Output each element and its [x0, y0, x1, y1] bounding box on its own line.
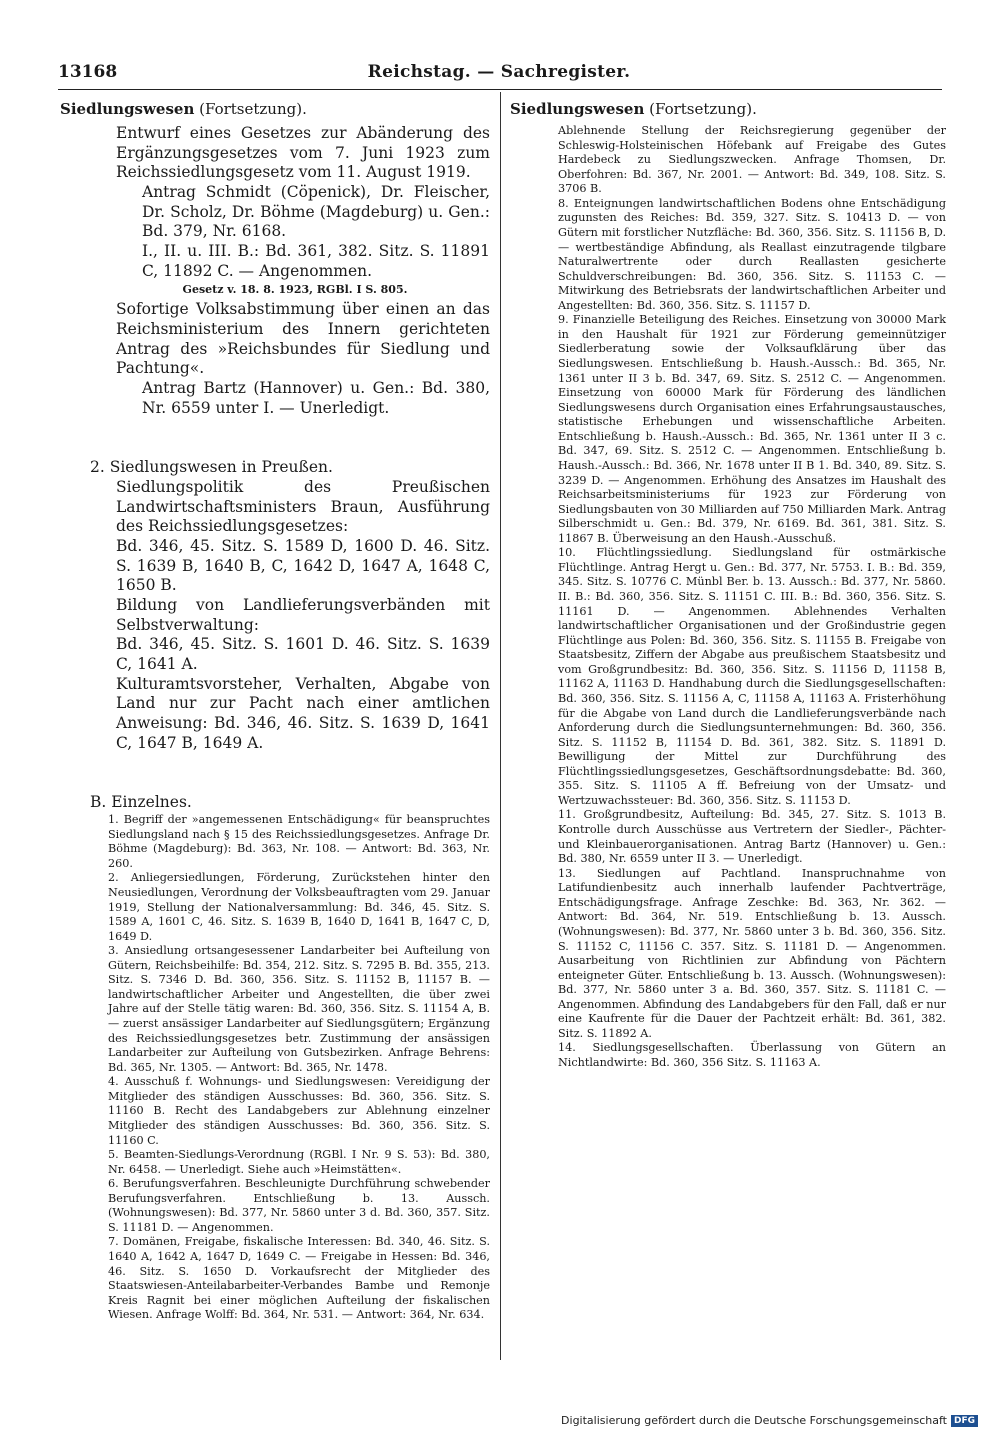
- header-rule: [58, 89, 942, 90]
- dfg-logo: DFG: [951, 1415, 978, 1427]
- left-column: [60, 100, 490, 1323]
- law-reference: Gesetz v. 18. 8. 1923, RGBl. I S. 805.: [182, 283, 408, 297]
- index-entry: 5. Beamten-Siedlungs-Verordnung (RGBl. I Nr. 9 S. 53): Bd. 380, Nr. 6458. — Unerledigt. Siehe auch »Heimstätten«.: [108, 1148, 490, 1176]
- spacer: [60, 769, 490, 777]
- index-entry: Antrag Bartz (Hannover) u. Gen.: Bd. 380, Nr. 6559 unter I. — Unerledigt.: [142, 379, 490, 417]
- index-entry: 2. Siedlungswesen in Preußen.: [90, 458, 333, 477]
- right-column-heading: [510, 100, 946, 118]
- page-number: 13168: [58, 62, 118, 82]
- index-entry: 4. Ausschuß f. Wohnungs- und Siedlungswesen: Vereidigung der Mitglieder des ständigen Ausschusses: Bd. 360, 356. Sitz. S. 11160 B. Recht des Landabgebers zur Ablehnung einzelner Mitglieder des ständigen Ausschusses: Bd. 360, 356. Sitz. S. 11160 C.: [108, 1075, 490, 1147]
- index-entry: 1. Begriff der »angemessenen Entschädigung« für beanspruchtes Siedlungsland nach § 15 des Reichssiedlungsgesetzes. Anfrage Dr. Böhme (Magdeburg): Bd. 363, Nr. 108. — Antwort: Bd. 363, Nr. 260.: [108, 813, 490, 870]
- left-heading-bold: Siedlungswesen: [60, 100, 195, 118]
- spacer: [60, 434, 490, 442]
- right-column: [510, 100, 946, 1071]
- footer: [561, 1414, 978, 1427]
- left-heading-rest: (Fortsetzung).: [194, 100, 307, 118]
- index-entry: Entwurf eines Gesetzes zur Abänderung des Ergänzungsgesetzes vom 7. Juni 1923 zum Reichssiedlungsgesetz vom 11. August 1919.: [116, 124, 490, 182]
- index-entry: Kulturamtsvorsteher, Verhalten, Abgabe von Land nur zur Pacht nach einer amtlichen Anweisung: Bd. 346, 46. Sitz. S. 1639 D, 1641 C, 1647 B, 1649 A.: [116, 674, 490, 752]
- right-heading-bold: Siedlungswesen: [510, 100, 645, 118]
- index-entry: 10. Flüchtlingssiedlung. Siedlungsland für ostmärkische Flüchtlinge. Antrag Hergt u. Gen.: Bd. 377, Nr. 5753. I. B.: Bd. 359, 345. Sitz. S. 10776 C. Münbl Ber. b. 13. Aussch.: Bd. 377, Nr. 5860. II. B.: Bd. 360, 356. Sitz. S. 11151 C. III. B.: Bd. 360, 356. Sitz. S. 11161 D. — Angenommen. Ablehnendes Verhalten landwirtschaftlicher Organisationen und der Großindustrie gegen Flüchtlinge aus Polen: Bd. 360, 356. Sitz. S. 11155 B. Freigabe von Staatsbesitz, Ziffern der Abgabe aus preußischem Staatsbesitz und vom Großgrundbesitz: Bd. 360, 356. Sitz. S. 11156 D, 11158 B, 11162 A, 11163 D. Handhabung durch die Siedlungsgesellschaften: Bd. 360, 356. Sitz. S. 11156 A, C, 11158 A, 11163 A. Fristerhöhung für die Abgabe von Land durch die Landlieferungsverbände nach Anforderung durch die Siedlungsunternehmungen: Bd. 360, 356. Sitz. S. 11152 B, 11154 D. Bd. 361, 382. Sitz. S. 11891 D. Bewilligung der Mittel zur Durchführung des Flüchtlingssiedlungsgesetzes, Geschäftsordnungsdebatte: Bd. 360, 355. Sitz. S. 11105 A ff. Befreiung von der Umsatz- und Wertzuwachssteuer: Bd. 360, 356. Sitz. S. 11153 D.: [558, 546, 946, 807]
- column-divider: [500, 92, 501, 1360]
- left-column-heading: [60, 100, 490, 118]
- index-entry: 11. Großgrundbesitz, Aufteilung: Bd. 345, 27. Sitz. S. 1013 B. Kontrolle durch Ausschüsse aus Vertretern der Siedler-, Pächter- und Kleinbauerorganisationen. Antrag Bartz (Hannover) u. Gen.: Bd. 380, Nr. 6559 unter II 3. — Unerledigt.: [558, 808, 946, 866]
- index-entry: 6. Berufungsverfahren. Beschleunigte Durchführung schwebender Berufungsverfahren. Entschließung b. 13. Aussch. (Wohnungswesen): Bd. 377, Nr. 5860 unter 3 d. Bd. 360, 357. Sitz. S. 11181 D. — Angenommen.: [108, 1177, 490, 1234]
- index-entry: 3. Ansiedlung ortsangesessener Landarbeiter bei Aufteilung von Gütern, Reichsbeihilfe: Bd. 354, 212. Sitz. S. 7295 B. Bd. 355, 213. Sitz. S. 7346 D. Bd. 360, 356. Sitz. S. 11152 B, 11157 B. — landwirtschaftlicher Arbeiter und Angestellten, die über zwei Jahre auf der Stelle tätig waren: Bd. 360, 356. Sitz. S. 11154 A, B. — zuerst ansässiger Landarbeiter auf Siedlungsgütern; Ergänzung des Reichssiedlungsgesetzes betr. Zustimmung der ansässigen Landarbeiter zur Aufteilung von Gutsbezirken. Anfrage Behrens: Bd. 365, Nr. 1305. — Antwort: Bd. 365, Nr. 1478.: [108, 944, 490, 1074]
- index-entry: Bildung von Landlieferungsverbänden mit Selbstverwaltung:: [116, 596, 490, 634]
- footer-credit: Digitalisierung gefördert durch die Deutsche Forschungsgemeinschaft: [561, 1414, 947, 1427]
- right-column-body: [510, 124, 946, 1071]
- index-entry: 9. Finanzielle Beteiligung des Reiches. Einsetzung von 30000 Mark in den Haushalt für 1921 zur Förderung gemeinnütziger Siedlerberatung sowie der Volksaufklärung über das Siedlungswesen. Entschließung b. Haush.-Aussch.: Bd. 365, Nr. 1361 unter II 3 b. Bd. 347, 69. Sitz. S. 2512 C. — Angenommen. Einsetzung von 60000 Mark für Förderung des ländlichen Siedlungswesens durch Organisation eines Erfahrungsaustausches, statistische Erhebungen und wissenschaftliche Arbeiten. Entschließung b. Haush.-Aussch.: Bd. 365, Nr. 1361 unter II 3 c. Bd. 347, 69. Sitz. S. 2512 C. — Angenommen. Entschließung b. Haush.-Aussch.: Bd. 366, Nr. 1678 unter II B 1. Bd. 340, 89. Sitz. S. 3239 D. — Angenommen. Erhöhung des Ansatzes im Haushalt des Reichsarbeitsministeriums für 1923 zur Förderung von Siedlungsbauten von 30 Milliarden auf 750 Milliarden Mark. Antrag Silberschmidt u. Gen.: Bd. 379, Nr. 6169. Bd. 361, 381. Sitz. S. 11867 B. Überweisung an den Haush.-Ausschuß.: [558, 313, 946, 545]
- left-column-body: [60, 124, 490, 1323]
- index-entry: 14. Siedlungsgesellschaften. Überlassung von Gütern an Nichtlandwirte: Bd. 360, 356 Sitz. S. 11163 A.: [558, 1041, 946, 1069]
- index-entry: Sofortige Volksabstimmung über einen an das Reichsministerium des Innern gerichteten Antrag des »Reichsbundes für Siedlung und Pachtung«.: [116, 300, 490, 378]
- index-entry: Bd. 346, 45. Sitz. S. 1589 D, 1600 D. 46. Sitz. S. 1639 B, 1640 B, C, 1642 D, 1647 A, 1648 C, 1650 B.: [116, 537, 490, 595]
- running-title: Reichstag. — Sachregister.: [367, 62, 631, 82]
- index-entry: B. Einzelnes.: [90, 793, 192, 812]
- index-entry: Bd. 346, 45. Sitz. S. 1601 D. 46. Sitz. S. 1639 C, 1641 A.: [116, 635, 490, 674]
- index-entry: 7. Domänen, Freigabe, fiskalische Interessen: Bd. 340, 46. Sitz. S. 1640 A, 1642 A, 1647 D, 1649 C. — Freigabe in Hessen: Bd. 346, 46. Sitz. S. 1650 D. Vorkaufsrecht der Mitglieder des Staatswiesen-Anteilabarbeiter-Verbandes Bambe und Remonje Kreis Ragnit bei einer möglichen Aufteilung der fiskalischen Wiesen. Anfrage Wolff: Bd. 364, Nr. 531. — Antwort: 364, Nr. 634.: [108, 1235, 490, 1322]
- index-entry: I., II. u. III. B.: Bd. 361, 382. Sitz. S. 11891 C, 11892 C. — Angenommen.: [142, 242, 490, 280]
- index-entry: 8. Enteignungen landwirtschaftlichen Bodens ohne Entschädigung zugunsten des Reiches: Bd. 359, 327. Sitz. S. 10413 D. — von Gütern mit forstlicher Nutzfläche: Bd. 360, 356. Sitz. S. 11156 B, D. — wertbeständige Abfindung, als Reallast einzutragende tilgbare Naturalwertrente oder durch Reallasten gesicherte Schuldverschreibungen: Bd. 360, 356. Sitz. S. 11153 C. — Mitwirkung des Betriebsrats der landwirtschaftlichen Arbeiter und Angestellten: Bd. 360, 356. Sitz. S. 11157 D.: [558, 196, 946, 312]
- page-header: [58, 62, 940, 86]
- right-heading-rest: (Fortsetzung).: [644, 100, 757, 118]
- index-entry: Siedlungspolitik des Preußischen Landwirtschaftsministers Braun, Ausführung des Reichssiedlungsgesetzes:: [116, 478, 490, 536]
- index-entry: 13. Siedlungen auf Pachtland. Inanspruchnahme von Latifundienbesitz auch innerhalb laufender Pachtverträge, Entschädigungsfrage. Anfrage Zeschke: Bd. 363, Nr. 362. — Antwort: Bd. 364, Nr. 519. Entschließung b. 13. Aussch. (Wohnungswesen): Bd. 377, Nr. 5860 unter 3 b. Bd. 360, 356. Sitz. S. 11152 C, 11156 C. 357. Sitz. S. 11181 D. — Angenommen. Ausarbeitung von Richtlinien zur Abfindung von Pächtern enteigneter Güter. Entschließung b. 13. Aussch. (Wohnungswesen): Bd. 377, Nr. 5860 unter 3 a. Bd. 360, 357. Sitz. S. 11181 C. — Angenommen. Abfindung des Landabgebers für den Fall, daß er nur eine Kaufrente für die Dauer der Pachtzeit erhält: Bd. 361, 382. Sitz. S. 11892 A.: [558, 866, 946, 1040]
- index-entry: Ablehnende Stellung der Reichsregierung gegenüber der Schleswig-Holsteinischen Höfebank auf Freigabe des Gutes Hardebeck zu Siedlungszwecken. Anfrage Thomsen, Dr. Oberfohren: Bd. 367, Nr. 2001. — Antwort: Bd. 349, 108. Sitz. S. 3706 B.: [558, 124, 946, 196]
- index-entry: 2. Anliegersiedlungen, Förderung, Zurückstehen hinter den Neusiedlungen, Verordnung der Volksbeauftragten vom 29. Januar 1919, Stellung der Nationalversammlung: Bd. 346, 45. Sitz. S. 1589 A, 1601 C, 46. Sitz. S. 1639 B, 1640 D, 1641 B, 1647 C, D, 1649 D.: [108, 871, 490, 943]
- index-entry: Antrag Schmidt (Cöpenick), Dr. Fleischer, Dr. Scholz, Dr. Böhme (Magdeburg) u. Gen.: Bd. 379, Nr. 6168.: [142, 183, 490, 241]
